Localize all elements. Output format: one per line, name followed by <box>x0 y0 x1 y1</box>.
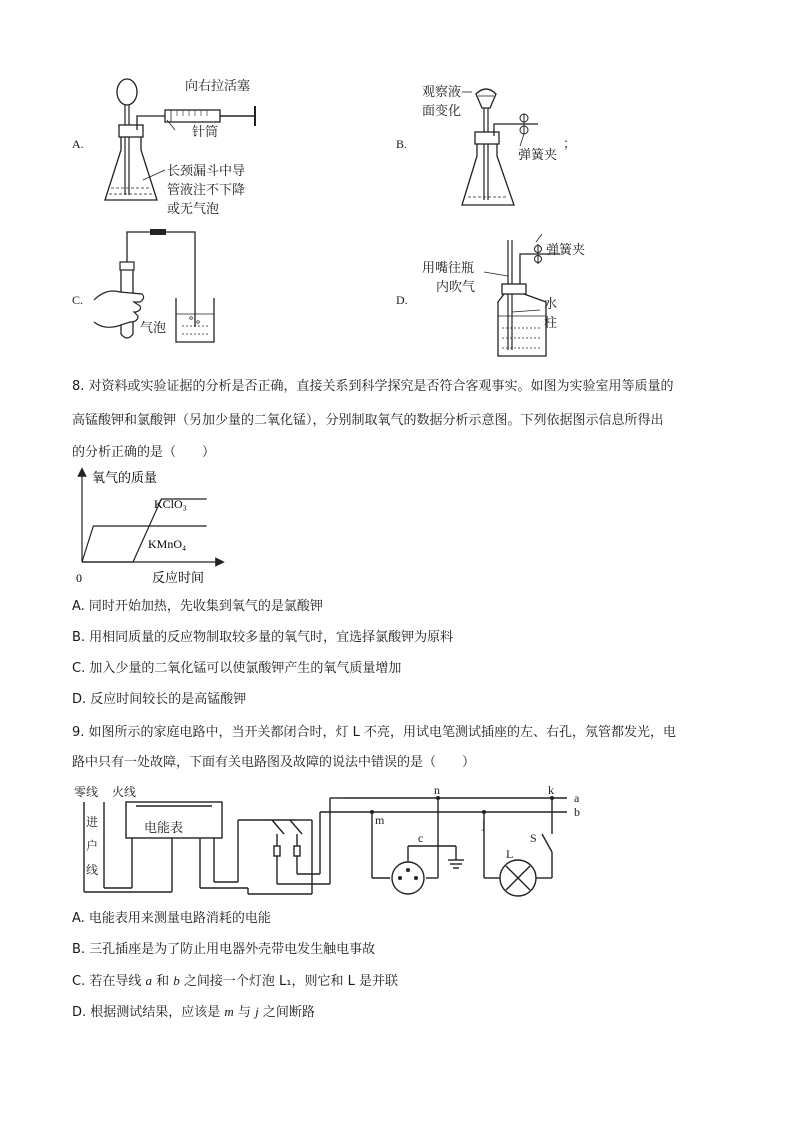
q9-stem-line-1: 9. 如图所示的家庭电路中，当开关都闭合时，灯 L 不亮，用试电笔测试插座的左、右孔，氖管都发光，电 <box>72 725 677 740</box>
q8-option-b[interactable]: B. 用相同质量的反应物制取较多量的氧气时，宜选择氯酸钾为原料 <box>72 630 454 645</box>
q8-option-a[interactable]: A. 同时开始加热，先收集到氧气的是氯酸钾 <box>72 599 323 614</box>
label-funnel-line-2: 管液注不下降 <box>167 183 246 198</box>
label-inlet-3: 线 <box>86 863 99 877</box>
oxygen-chart <box>70 462 230 592</box>
label-funnel-line-1: 长颈漏斗中导 <box>167 164 246 179</box>
option-a-letter: A. <box>72 137 84 151</box>
chart-origin-label: 0 <box>76 571 82 585</box>
q9-option-c-b: b <box>173 973 180 988</box>
q9-option-c-post: 之间接一个灯泡 L₁，则它和 L 是并联 <box>179 974 398 989</box>
q8-option-c[interactable]: C. 加入少量的二氧化锰可以使氯酸钾产生的氧气质量增加 <box>72 661 402 676</box>
label-line-a: a <box>574 791 580 805</box>
option-d-letter: D. <box>396 293 408 307</box>
option-c-letter: C. <box>72 293 84 307</box>
label-bubble: 气泡 <box>140 321 167 336</box>
label-spring-clip-b: 弹簧夹 <box>518 148 558 163</box>
label-syringe: 针筒 <box>192 125 219 140</box>
label-neutral: 零线 <box>74 785 99 799</box>
label-node-n: n <box>434 783 440 797</box>
q9-option-c[interactable] <box>72 972 398 991</box>
series-line-1 <box>82 526 207 562</box>
q9-option-d-post: 之间断路 <box>258 1005 315 1020</box>
q9-option-d-m: m <box>224 1004 234 1019</box>
label-line-b: b <box>574 805 580 819</box>
q9-stem-line-2: 路中只有一处故障，下面有关电路图及故障的说法中错误的是（ ） <box>72 755 476 770</box>
q8-option-d[interactable]: D. 反应时间较长的是高锰酸钾 <box>72 692 247 707</box>
circuit-diagram <box>72 784 592 900</box>
label-observe-1: 观察液 <box>422 85 462 100</box>
label-meter: 电能表 <box>144 821 184 836</box>
label-pull-piston: 向右拉活塞 <box>185 79 251 94</box>
q9-option-d[interactable] <box>72 1003 315 1022</box>
q9-option-d-j: j <box>255 1004 259 1019</box>
q9-option-d-pre: D. 根据测试结果，应该是 <box>72 1005 225 1020</box>
q9-option-a[interactable]: A. 电能表用来测量电路消耗的电能 <box>72 911 271 926</box>
q9-option-c-a: a <box>145 973 152 988</box>
label-inlet-2: 户 <box>86 839 99 853</box>
series-line-0 <box>82 499 207 562</box>
chart-x-label: 反应时间 <box>152 571 205 586</box>
q9-option-c-pre: C. 若在导线 <box>72 974 146 989</box>
q9-option-b[interactable]: B. 三孔插座是为了防止用电器外壳带电发生触电事故 <box>72 942 376 957</box>
label-observe-2: 面变化 <box>422 104 462 119</box>
q9-option-d-mid: 与 <box>233 1005 256 1020</box>
label-semicolon: ； <box>563 137 577 152</box>
series-label-kclo3: KClO₃ <box>154 497 187 511</box>
q8-stem-line-1: 8. 对资料或实验证据的分析是否正确，直接关系到科学探究是否符合客观事实。如图为实验室用等质量的 <box>72 379 674 394</box>
series-label-kmno4: KMnO₄ <box>148 537 187 551</box>
q8-stem-line-2: 高锰酸钾和氯酸钾（另加少量的二氧化锰），分别制取氧气的数据分析示意图。下列依据图示信息所得出 <box>72 413 664 428</box>
label-node-k: k <box>548 783 554 797</box>
label-blow-1: 用嘴往瓶 <box>422 261 475 276</box>
label-inlet-1: 进 <box>86 815 99 829</box>
label-node-c: c <box>418 831 424 845</box>
label-live: 火线 <box>112 785 137 799</box>
option-b-letter: B. <box>396 137 408 151</box>
label-node-m: m <box>375 813 385 827</box>
label-blow-2: 内吹气 <box>436 280 476 295</box>
label-water-2: 柱 <box>544 316 558 331</box>
label-spring-clip-d: 弹簧夹 <box>546 243 586 258</box>
chart-y-label: 氧气的质量 <box>92 471 158 486</box>
label-water-1: 水 <box>544 297 558 312</box>
q9-option-c-mid: 和 <box>151 974 174 989</box>
label-lamp-l: L <box>506 847 514 861</box>
label-node-j: j <box>482 817 486 831</box>
q8-stem-line-3: 的分析正确的是（ ） <box>72 445 216 460</box>
label-funnel-line-3: 或无气泡 <box>167 202 220 217</box>
label-switch-s: S <box>530 831 537 845</box>
